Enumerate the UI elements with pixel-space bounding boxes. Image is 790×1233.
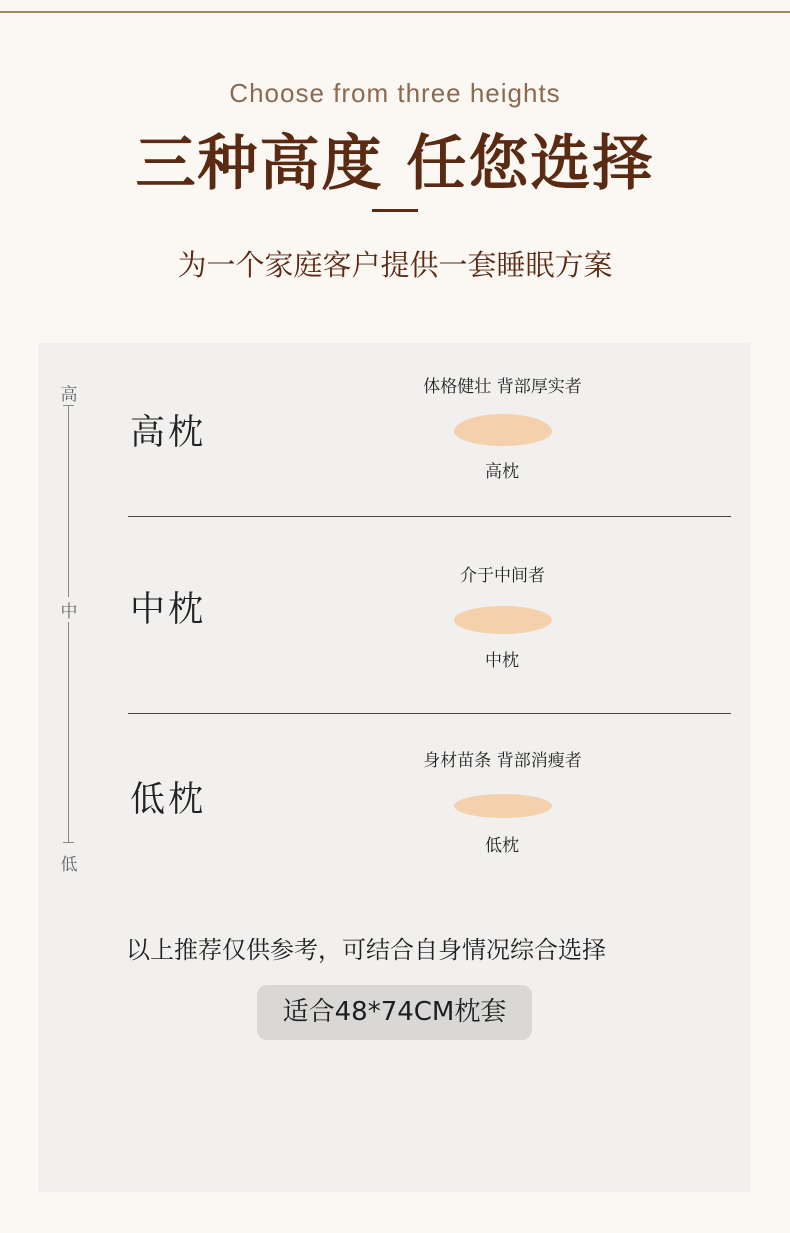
tagline: 为一个家庭客户提供一套睡眠方案	[177, 248, 613, 282]
row-divider	[128, 713, 731, 714]
recommendation-note: 以上推荐仅供参考，可结合自身情况综合选择	[126, 936, 606, 964]
scale-tick-low	[63, 842, 74, 843]
scale-label-low: 低	[60, 855, 78, 875]
height-scale-line	[68, 405, 69, 842]
title-underline-dash	[372, 209, 418, 212]
scale-label-mid: 中	[58, 597, 80, 622]
pillowcase-size-badge: 适合48*74CM枕套	[257, 985, 532, 1040]
pillow-label-high: 高枕	[485, 462, 519, 482]
pillow-low-shape	[454, 794, 552, 818]
pillow-high-shape	[454, 414, 552, 446]
pillow-label-low: 低枕	[485, 836, 519, 856]
pillow-mid-shape	[454, 606, 552, 634]
scale-label-high: 高	[60, 385, 78, 405]
main-title: 三种高度 任您选择	[135, 129, 655, 199]
row-description-low: 身材苗条 背部消瘦者	[423, 751, 582, 771]
top-divider-line	[0, 11, 790, 13]
row-name-high: 高枕	[130, 413, 207, 453]
scale-tick-high	[63, 405, 74, 406]
row-divider	[128, 516, 731, 517]
english-subtitle: Choose from three heights	[229, 78, 561, 108]
row-description-mid: 介于中间者	[460, 566, 545, 586]
row-description-high: 体格健壮 背部厚实者	[423, 377, 582, 397]
row-name-low: 低枕	[130, 780, 207, 820]
row-name-mid: 中枕	[130, 590, 207, 630]
pillow-label-mid: 中枕	[485, 651, 519, 671]
